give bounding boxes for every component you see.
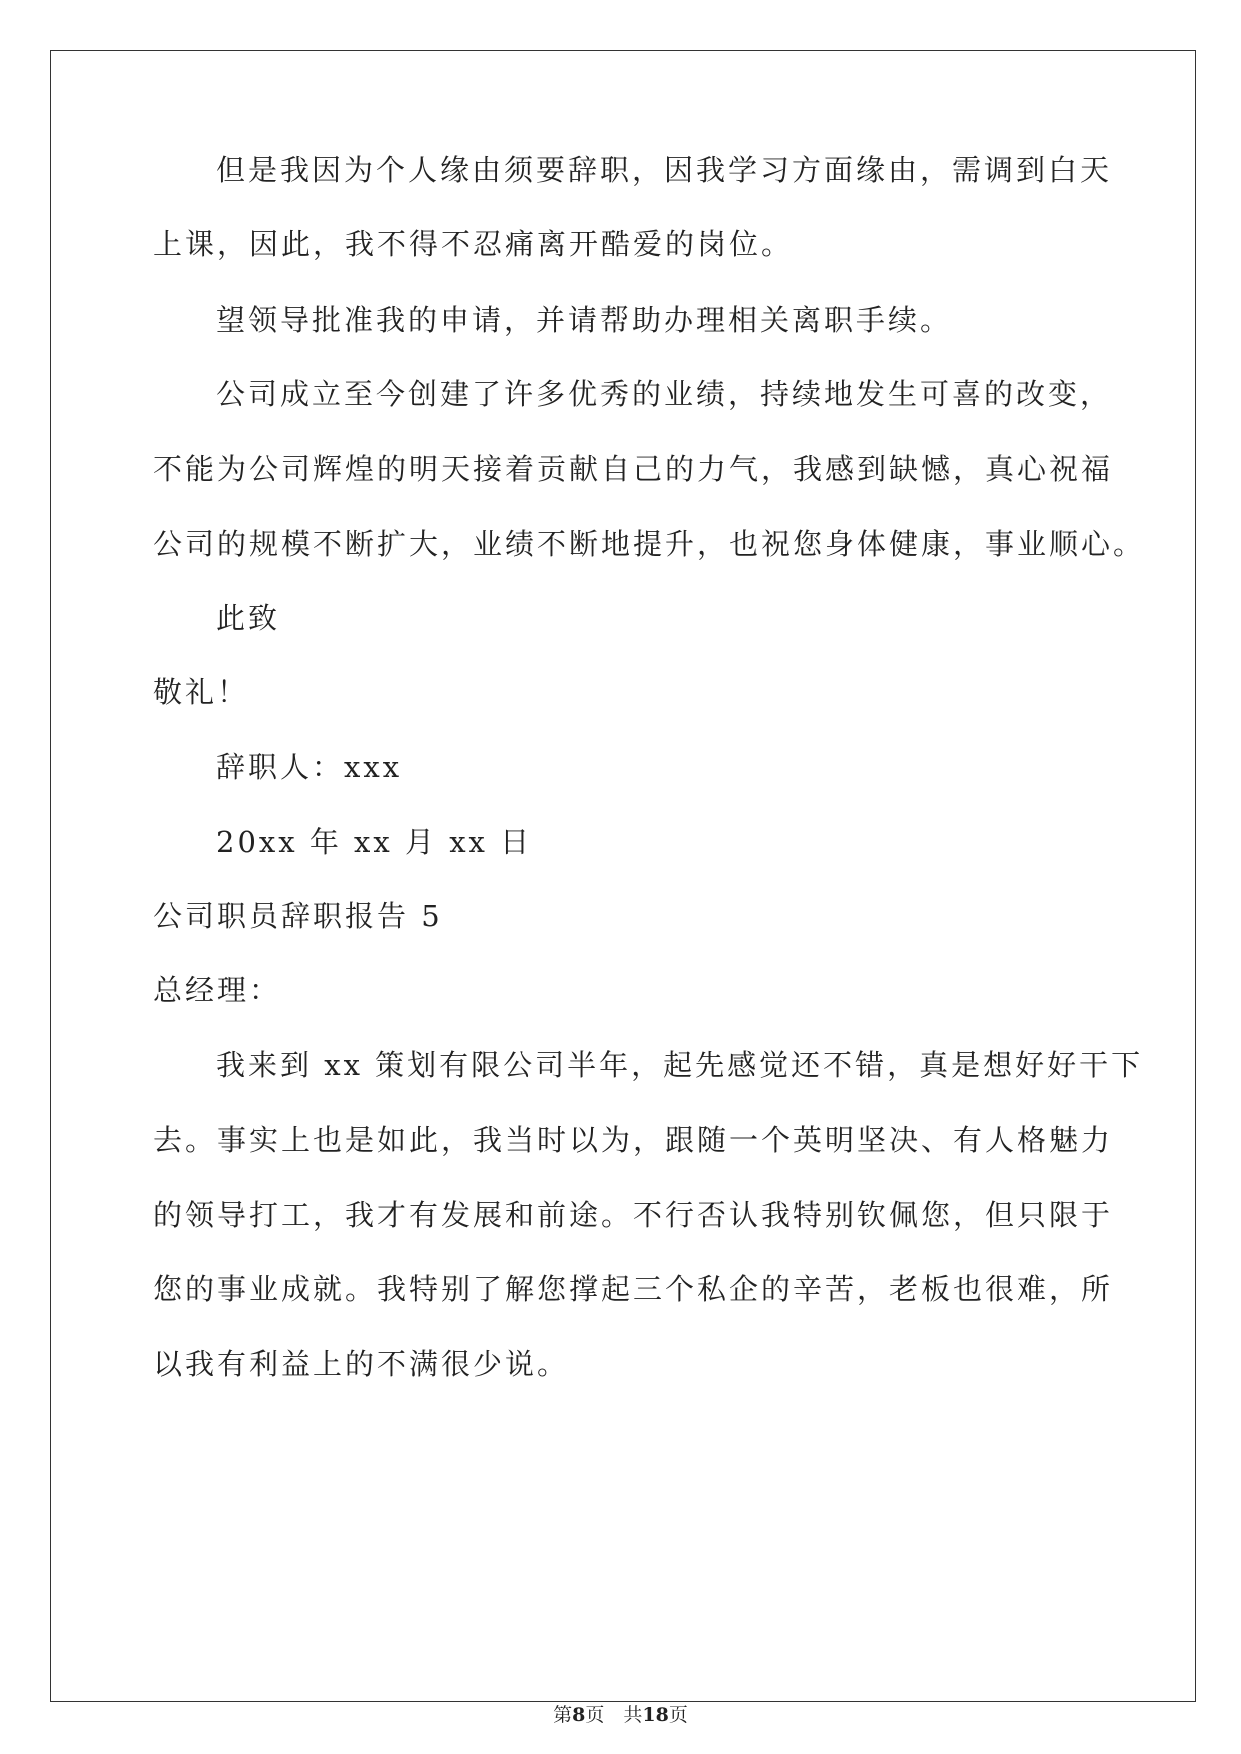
page-border <box>50 50 1196 1702</box>
page-footer <box>0 1703 1241 1727</box>
paragraph-line: 您的事业成就。我特别了解您撑起三个私企的辛苦，老板也很难，所 <box>153 1272 1114 1306</box>
paragraph-line: 的领导打工，我才有发展和前途。不行否认我特别钦佩您，但只限于 <box>153 1198 1114 1232</box>
closing-salutation: 此致 <box>216 601 281 635</box>
paragraph-line: 不能为公司辉煌的明天接着贡献自己的力气，我感到缺憾，真心祝福 <box>153 452 1114 486</box>
paragraph-line: 公司成立至今创建了许多优秀的业绩，持续地发生可喜的改变， <box>216 377 1113 411</box>
footer-prefix: 第 <box>553 1704 573 1726</box>
signature-line: 辞职人：xxx <box>216 750 403 784</box>
date-line: 20xx 年 xx 月 xx 日 <box>216 825 533 859</box>
addressee: 总经理： <box>153 973 282 1007</box>
closing-regards: 敬礼！ <box>153 675 250 709</box>
current-page-number: 8 <box>572 1704 586 1726</box>
paragraph-line: 上课，因此，我不得不忍痛离开酷爱的岗位。 <box>153 227 794 261</box>
paragraph-line: 但是我因为个人缘由须要辞职，因我学习方面缘由，需调到白天 <box>216 153 1113 187</box>
paragraph-line: 我来到 xx 策划有限公司半年，起先感觉还不错，真是想好好干下 <box>216 1048 1144 1082</box>
footer-middle: 页 共 <box>585 1704 643 1726</box>
paragraph-line: 去。事实上也是如此，我当时以为，跟随一个英明坚决、有人格魅力 <box>153 1123 1114 1157</box>
paragraph-line: 以我有利益上的不满很少说。 <box>153 1347 570 1381</box>
footer-suffix: 页 <box>668 1704 688 1726</box>
paragraph-line: 望领导批准我的申请，并请帮助办理相关离职手续。 <box>216 303 953 337</box>
total-page-count: 18 <box>642 1704 669 1726</box>
section-title: 公司职员辞职报告 5 <box>153 899 443 933</box>
paragraph-line: 公司的规模不断扩大，业绩不断地提升，也祝您身体健康，事业顺心。 <box>153 527 1146 561</box>
